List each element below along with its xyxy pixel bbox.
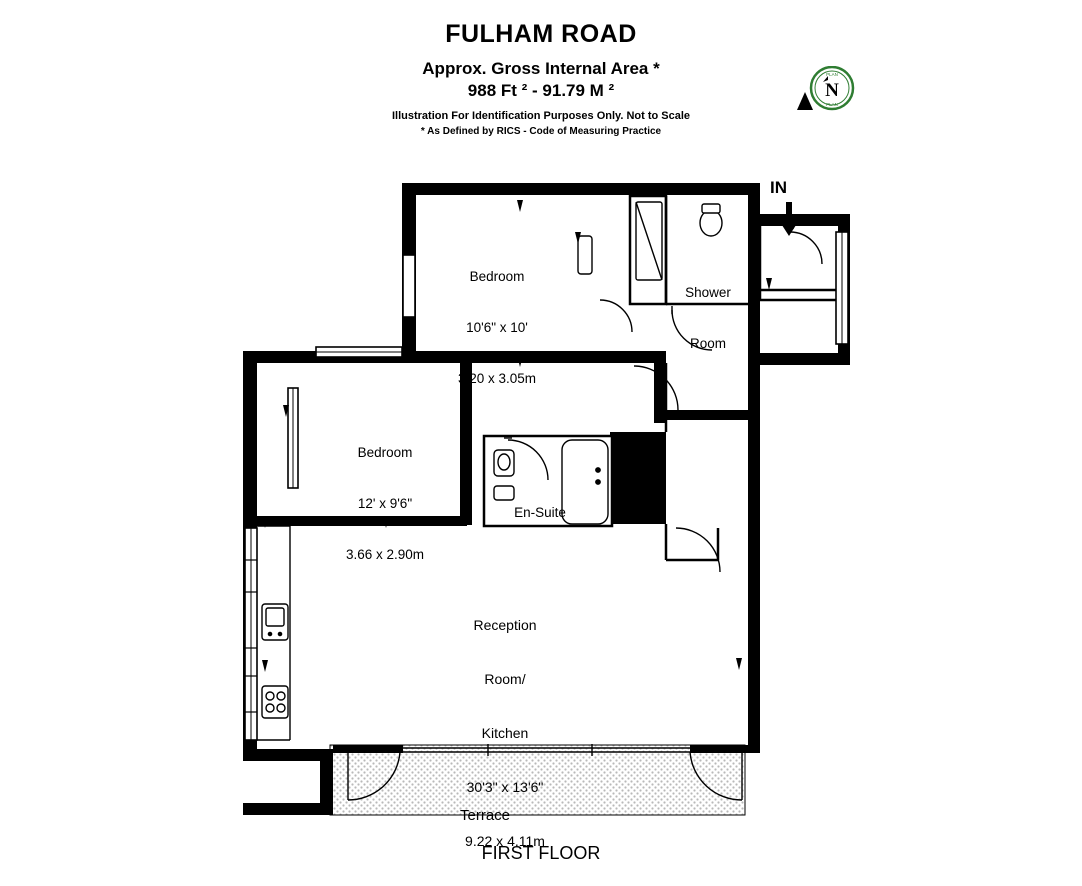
room-dims-metric: 3.20 x 3.05m: [457, 371, 537, 386]
area-line-1: Approx. Gross Internal Area *: [422, 59, 660, 78]
svg-text:N: N: [825, 80, 839, 101]
floor-label: FIRST FLOOR: [481, 843, 601, 863]
room-label-bedroom-2: [320, 410, 450, 597]
room-name: Bedroom: [357, 445, 413, 460]
area-line-2: 988 Ft ² - 91.79 M ²: [467, 81, 615, 100]
room-name: Shower: [685, 285, 731, 300]
room-dims-imperial: 12' x 9'6": [357, 496, 413, 511]
disclaimer-line-2: * As Defined by RICS - Code of Measuring Practice: [420, 126, 662, 137]
entrance-label: IN: [770, 178, 787, 197]
page-title: FULHAM ROAD: [445, 20, 637, 48]
room-label-shower-room: [660, 250, 756, 386]
room-label-bedroom-1: [432, 234, 562, 421]
disclaimer-line-1: Illustration For Identification Purposes Only. Not to Scale: [391, 110, 691, 122]
room-dims-imperial: 30'3" x 13'6": [466, 779, 544, 795]
room-name: En-Suite: [514, 505, 566, 520]
room-dims-imperial: 10'6" x 10': [466, 320, 528, 335]
room-name-cont: Room: [689, 336, 726, 351]
room-name-cont: Room/: [484, 671, 526, 687]
room-dims-metric: 9.22 x 4.11m: [465, 833, 545, 849]
svg-text:PLAN: PLAN: [826, 72, 838, 77]
room-name: Bedroom: [469, 269, 525, 284]
room-label-en-suite: [490, 470, 590, 555]
room-name: Reception: [473, 617, 537, 633]
svg-text:PLAN: PLAN: [826, 102, 838, 107]
room-name-cont-2: Kitchen: [481, 725, 529, 741]
room-dims-metric: 3.66 x 2.90m: [345, 547, 425, 562]
room-name: Terrace: [459, 807, 511, 824]
